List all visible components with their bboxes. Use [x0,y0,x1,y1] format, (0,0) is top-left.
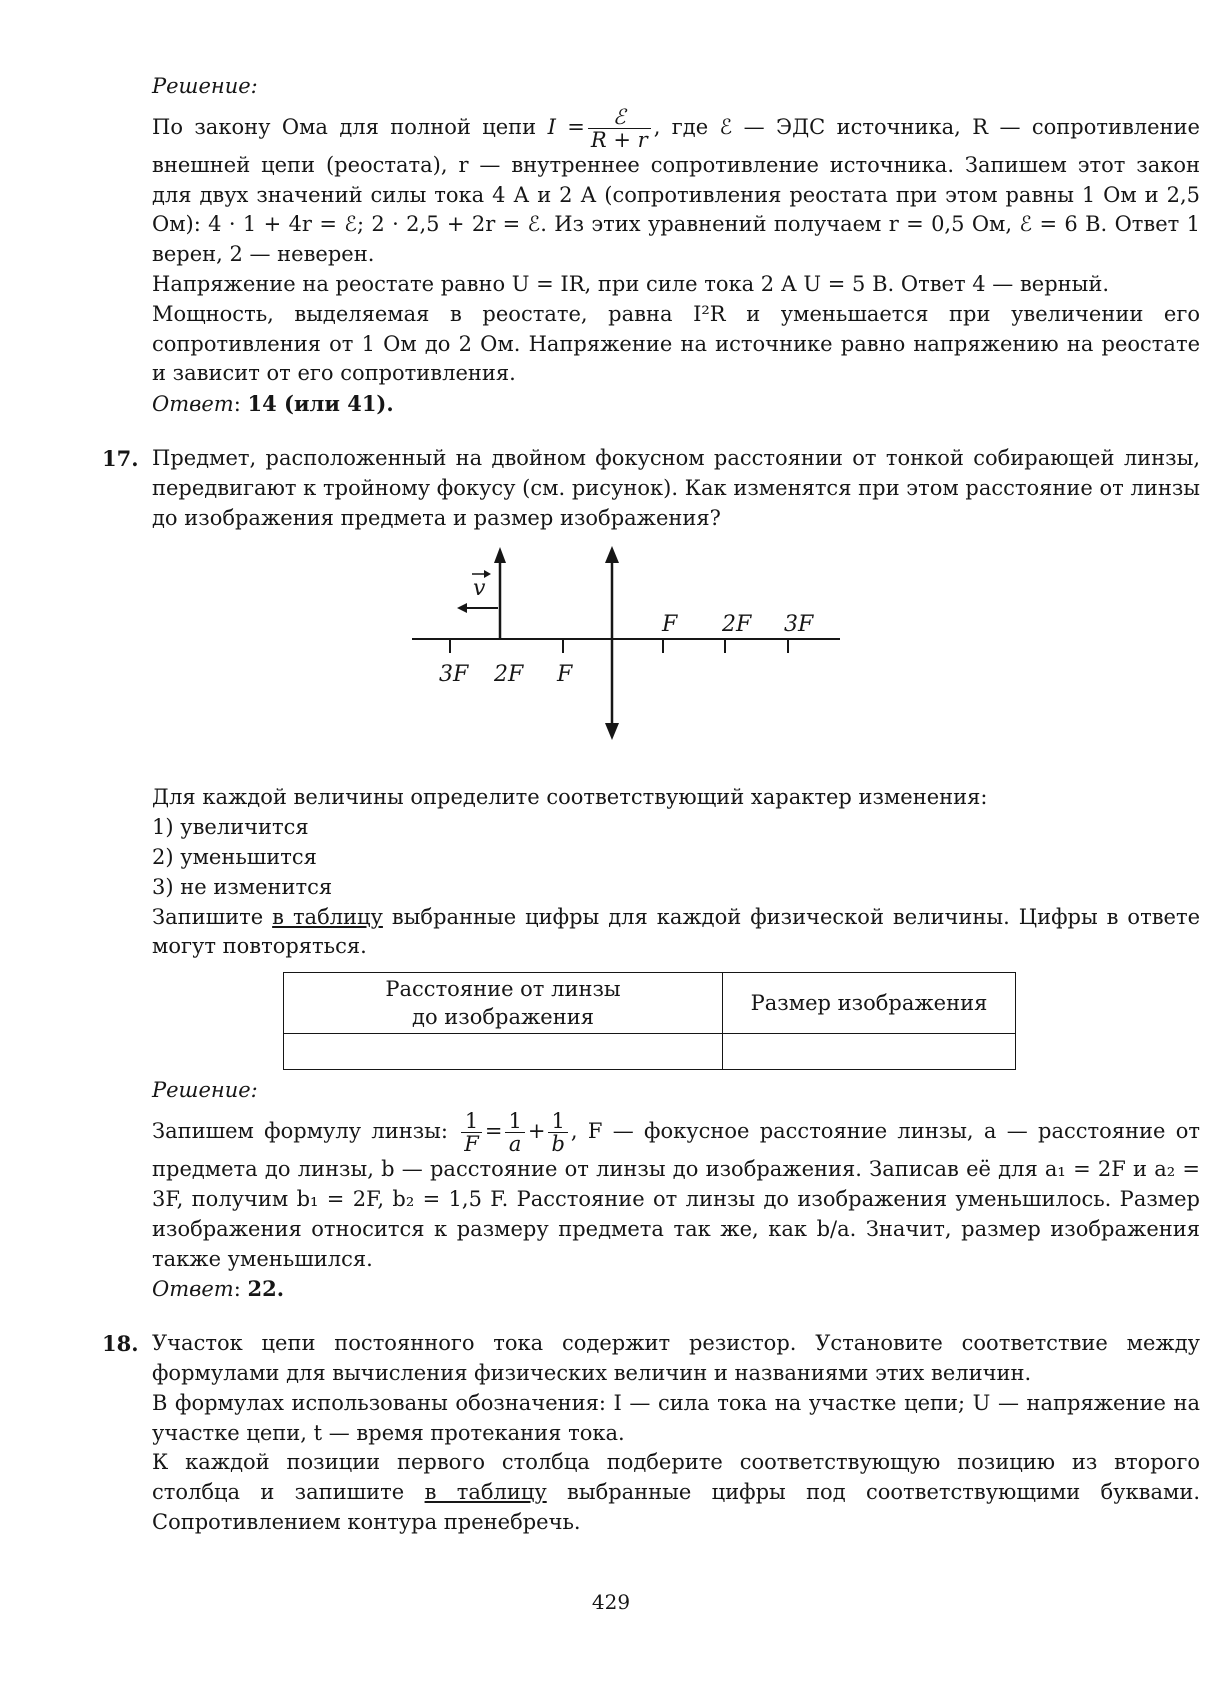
ohm-formula-fraction: ℰ R + r [588,106,651,151]
solution-16-paragraph-1: По закону Ома для полной цепи I = ℰ R + r , где ℰ — ЭДС источника, R — сопротивление внешней цепи (реостата), r — внутреннее сопротивление источника. Запишем этот закон для двух значений силы тока 4 А и 2 А (сопротивления реостата при этом равны 1 Ом и 2,5 Ом): 4 · 1 + 4r = ℰ; 2 · 2,5 + 2r = ℰ. Из этих уравнений получаем r = 0,5 Ом, ℰ = 6 В. Ответ 1 верен, 2 — неверен. [152,104,1200,267]
lens-formula-1-over-a: $\frac{1}{a}$ [505,1110,524,1155]
option-3: 3) не изменится [152,874,333,899]
answer-table [283,972,1016,1070]
task-18-paragraph-1: Участок цепи постоянного тока содержит резистор. Установите соответствие между формулами для вычисления физических величин и названиями этих величин. [152,1331,1200,1385]
label-2f-right: 2F [722,612,752,638]
task-18-paragraph-3: К каждой позиции первого столбца подберите соответствующую позицию из второго столбца и запишите в таблицу выбранные цифры под соответствующими буквами. Сопротивлением контура пренебречь. [152,1450,1200,1534]
table-link: в таблицу [424,1480,547,1505]
task-17-text: Предмет, расположенный на двойном фокусном расстоянии от тонкой собирающей линзы, передвигают к тройному фокусу (см. рисунок). Как изменятся при этом расстояние от линзы до изображения предмета и размер изображения? [152,446,1200,530]
option-1: 1) увеличится [152,815,309,840]
label-f-left: F [557,662,573,688]
solution-heading: Решение: [152,74,258,98]
solution-heading: Решение: [152,1078,258,1103]
task-17-prompt: Для каждой величины определите соответствующий характер изменения: [152,785,988,810]
lens-arrow-top [605,546,619,563]
task-number: 18. [102,1331,139,1357]
velocity-label: v [473,576,486,602]
col-header-distance: Расстояние от линзы до изображения [284,973,723,1034]
lens-formula-1-over-b: $\frac{1}{b}$ [548,1110,567,1155]
task-17-instruction: Запишите в таблицу выбранные цифры для каждой физической величины. Цифры в ответе могут повторяться. [152,904,1200,959]
lens-arrow-bottom [605,723,619,740]
solution-16-paragraph-3: Мощность, выделяемая в реостате, равна I²R и уменьшается при увеличении его сопротивления от 1 Ом до 2 Ом. Напряжение на источнике равно напряжению на реостате и зависит от его сопротивления. [152,301,1200,386]
table-link: в таблицу [272,904,383,929]
label-3f-left: 3F [439,662,469,688]
task-18-paragraph-2: В формулах использованы обозначения: I — сила тока на участке цепи; U — напряжение на участке цепи, t — время протекания тока. [152,1390,1200,1445]
task-18 [102,1329,1200,1538]
col-header-size: Размер изображения [723,973,1016,1034]
lens-figure [152,541,1200,771]
page-number: 429 [591,1590,631,1614]
answer-cell-size[interactable] [723,1034,1016,1070]
page-content [102,72,1200,1538]
label-3f-right: 3F [784,612,814,638]
solution-17-answer: Ответ: 22. [152,1276,285,1302]
solution-16-paragraph-2: Напряжение на реостате равно U = IR, при силе тока 2 А U = 5 В. Ответ 4 — верный. [152,272,1110,297]
lens-diagram [412,541,872,771]
task-17 [102,444,1200,1070]
object-arrow-head [494,547,506,563]
answer-cell-distance[interactable] [284,1034,723,1070]
options-list [152,813,1200,902]
velocity-arrow-head [457,603,467,613]
solution-17-paragraph: Запишем формулу линзы: $\frac{1}{F}$ = $\frac{1}{a}$ + $\frac{1}{b}$ , F — фокусное расстояние линзы, a — расстояние от предмета до линзы, b — расстояние от линзы до изображения. Записав её для a₁ = 2F и a₂ = 3F, получим b₁ = 2F, b₂ = 1,5 F. Расстояние от линзы до изображения уменьшилось. Размер изображения относится к размеру предмета так же, как b/a. Значит, размер изображения также уменьшился. [152,1109,1200,1271]
lens-formula-1-over-f: $\frac{1}{F}$ [461,1110,482,1155]
label-f-right: F [662,612,678,638]
ohm-formula-lhs: I = [547,114,585,139]
task-number: 17. [102,446,139,472]
label-2f-left: 2F [494,662,524,688]
solution-16-answer: Ответ: 14 (или 41). [152,391,394,417]
option-2: 2) уменьшится [152,845,317,870]
